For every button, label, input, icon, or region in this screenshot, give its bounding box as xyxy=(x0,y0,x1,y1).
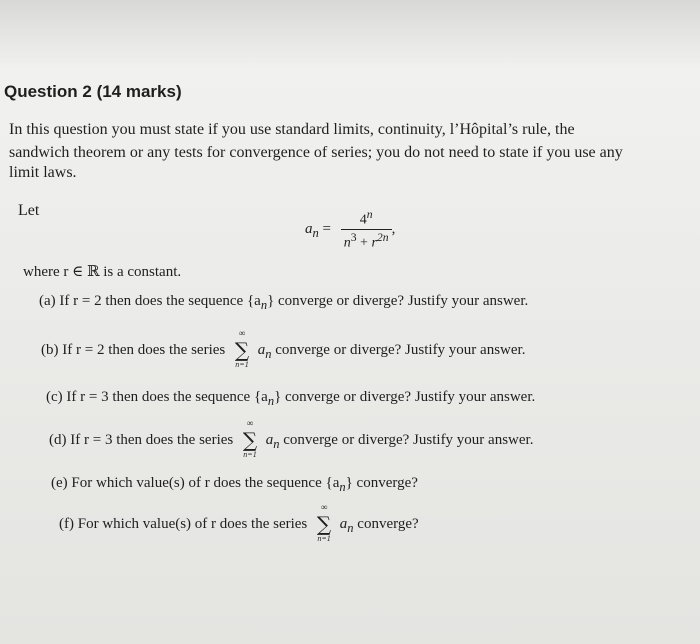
sum-sigma: ∑ xyxy=(316,512,332,536)
part-c-before: If r = 3 then does the sequence {a xyxy=(66,389,268,405)
part-c-sub: n xyxy=(267,394,275,408)
sum-lower-limit: n=1 xyxy=(243,450,257,459)
denominator-r: r xyxy=(371,235,377,251)
sum-lower-limit: n=1 xyxy=(235,360,249,369)
denominator-n: n xyxy=(343,235,351,251)
part-e-before: For which value(s) of r does the sequence {a xyxy=(71,475,340,491)
part-a-sub: n xyxy=(260,298,268,312)
intro-line-2: sandwich theorem or any tests for convergence of series; you do not need to state if you use any xyxy=(9,144,623,161)
let-label: Let xyxy=(18,202,40,219)
summation-icon xyxy=(314,502,334,543)
part-f-after: converge? xyxy=(357,516,419,532)
sum-lower-limit: n=1 xyxy=(317,534,331,543)
sum-sigma: ∑ xyxy=(242,428,258,452)
denominator-n-exponent: 3 xyxy=(350,230,357,244)
part-e-label: (e) xyxy=(51,475,68,491)
part-b-before: If r = 2 then does the series xyxy=(62,342,226,358)
part-d-before: If r = 3 then does the series xyxy=(70,432,234,448)
part-e xyxy=(51,475,418,495)
intro-line-1: In this question you must state if you use standard limits, continuity, l’Hôpital’s rule, the xyxy=(9,121,575,138)
part-f xyxy=(59,502,419,543)
part-c xyxy=(46,389,535,409)
formula-lhs: a xyxy=(305,221,313,238)
part-d-term: a xyxy=(265,432,274,448)
part-e-after: } converge? xyxy=(345,475,418,491)
sum-upper-limit: ∞ xyxy=(246,418,254,428)
part-b-term: a xyxy=(257,342,266,358)
part-b-sub: n xyxy=(265,347,272,361)
part-b xyxy=(41,328,526,369)
photo-top-shadow xyxy=(0,0,700,70)
part-d-after: converge or diverge? Justify your answer. xyxy=(283,432,534,448)
part-f-label: (f) xyxy=(59,516,74,532)
denominator-r-exponent: 2n xyxy=(376,230,389,244)
part-a-after: } converge or diverge? Justify your answer. xyxy=(267,293,529,309)
numerator-base: 4 xyxy=(359,212,367,228)
question-title: Question 2 (14 marks) xyxy=(4,82,182,101)
part-f-term: a xyxy=(339,516,348,532)
formula-equals: = xyxy=(322,221,331,238)
part-a xyxy=(39,293,528,313)
part-e-sub: n xyxy=(339,480,346,494)
part-d xyxy=(49,418,534,459)
part-c-after: } converge or diverge? Justify your answer. xyxy=(274,389,536,405)
part-b-after: converge or diverge? Justify your answer. xyxy=(275,342,526,358)
intro-line-3: limit laws. xyxy=(9,164,77,181)
sum-upper-limit: ∞ xyxy=(320,502,328,512)
sum-sigma: ∑ xyxy=(234,338,250,362)
part-b-label: (b) xyxy=(41,342,59,358)
formula-trailing: , xyxy=(391,221,396,238)
formula-lhs-sub: n xyxy=(312,226,319,241)
part-c-label: (c) xyxy=(46,389,63,405)
denominator-plus: + xyxy=(360,235,368,251)
formula-denominator xyxy=(341,229,392,252)
sequence-formula xyxy=(305,208,395,251)
summation-icon xyxy=(240,418,260,459)
part-a-before: If r = 2 then does the sequence {a xyxy=(59,293,261,309)
part-f-before: For which value(s) of r does the series xyxy=(77,516,308,532)
where-clause: where r ∈ ℝ is a constant. xyxy=(23,264,182,280)
part-d-sub: n xyxy=(273,437,280,451)
formula-numerator xyxy=(341,208,392,229)
sum-upper-limit: ∞ xyxy=(238,328,246,338)
numerator-exponent: n xyxy=(366,208,373,221)
part-d-label: (d) xyxy=(49,432,67,448)
part-a-label: (a) xyxy=(39,293,56,309)
summation-icon xyxy=(232,328,252,369)
part-f-sub: n xyxy=(347,521,354,535)
formula-fraction xyxy=(341,208,392,251)
